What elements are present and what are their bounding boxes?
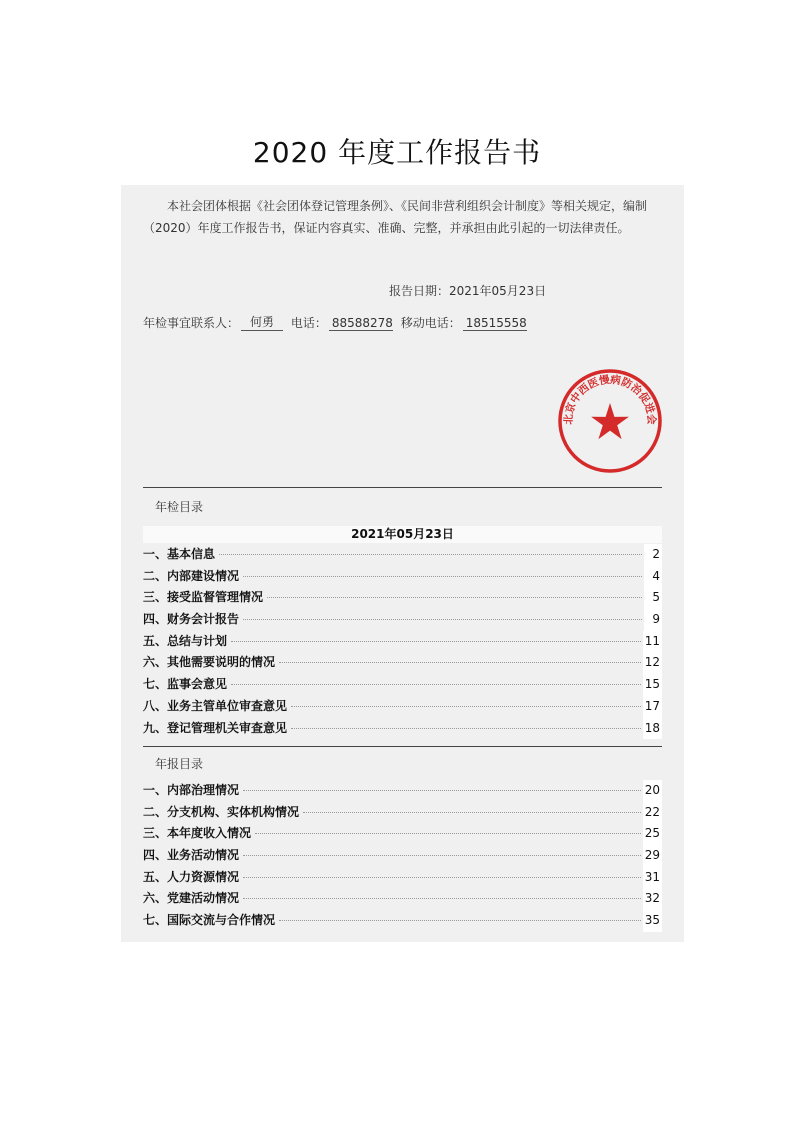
- toc-page-number: 25: [643, 823, 662, 845]
- toc-dot-leader: [243, 619, 642, 620]
- toc-page-number: 2: [644, 544, 662, 566]
- toc-entry-label: 六、其他需要说明的情况: [143, 652, 277, 674]
- organization-seal: [557, 368, 663, 474]
- mobile-field: 18515558: [463, 316, 527, 331]
- toc-entry-label: 三、接受监督管理情况: [143, 587, 265, 609]
- toc-dot-leader: [219, 554, 642, 555]
- toc-entry-label: 五、总结与计划: [143, 631, 229, 653]
- toc-entry-label: 八、业务主管单位审查意见: [143, 696, 289, 718]
- annual-check-date: 2021年05月23日: [143, 526, 662, 543]
- toc-row: [143, 823, 662, 845]
- phone-label: 电话：: [290, 316, 327, 330]
- toc-entry-label: 九、登记管理机关审查意见: [143, 718, 289, 740]
- toc-dot-leader: [279, 920, 641, 921]
- toc-entry-label: 六、党建活动情况: [143, 888, 241, 910]
- toc-row: [143, 566, 662, 588]
- toc-entry-label: 三、本年度收入情况: [143, 823, 253, 845]
- toc-page-number: 9: [644, 609, 662, 631]
- toc-entry-label: 五、人力资源情况: [143, 867, 241, 889]
- toc-dot-leader: [291, 728, 641, 729]
- toc-dot-leader: [291, 706, 641, 707]
- toc-row: [143, 696, 662, 718]
- contact-person-field: 何勇: [241, 313, 283, 331]
- toc-entry-label: 四、业务活动情况: [143, 845, 241, 867]
- annual-check-heading: 年检目录: [155, 500, 204, 514]
- contact-person-label: 年检事宜联系人：: [143, 316, 240, 330]
- toc-row: [143, 631, 662, 653]
- toc-page-number: 35: [643, 910, 662, 932]
- toc-page-number: 32: [643, 888, 662, 910]
- toc-dot-leader: [243, 576, 642, 577]
- toc-page-number: 5: [644, 587, 662, 609]
- toc-dot-leader: [231, 684, 641, 685]
- seal-text: 北京中西医慢病防治促进会: [562, 373, 658, 425]
- page-title: 2020 年度工作报告书: [252, 135, 542, 169]
- toc-page-number: 22: [643, 802, 662, 824]
- toc-page-number: 15: [643, 674, 662, 696]
- toc-entry-label: 一、内部治理情况: [143, 780, 241, 802]
- toc-entry-label: 七、国际交流与合作情况: [143, 910, 277, 932]
- toc-dot-leader: [243, 898, 641, 899]
- toc-dot-leader: [243, 790, 641, 791]
- phone-field: 88588278: [329, 316, 393, 331]
- toc-row: [143, 802, 662, 824]
- contact-line: [143, 313, 531, 331]
- toc-row: [143, 780, 662, 802]
- toc-entry-label: 四、财务会计报告: [143, 609, 241, 631]
- mobile-label: 移动电话：: [400, 316, 461, 330]
- toc-entry-label: 二、分支机构、实体机构情况: [143, 802, 301, 824]
- toc-row: [143, 845, 662, 867]
- toc-page-number: 11: [643, 631, 662, 653]
- toc-dot-leader: [303, 812, 641, 813]
- toc-row: [143, 910, 662, 932]
- toc-entry-label: 一、基本信息: [143, 544, 217, 566]
- toc-page-number: 4: [644, 566, 662, 588]
- toc-row: [143, 587, 662, 609]
- toc-row: [143, 718, 662, 740]
- toc-dot-leader: [231, 641, 641, 642]
- responsibility-statement: 本社会团体根据《社会团体登记管理条例》、《民间非营利组织会计制度》等相关规定，编制（2020）年度工作报告书，保证内容真实、准确、完整，并承担由此引起的一切法律责任。: [143, 199, 648, 235]
- toc-dot-leader: [279, 662, 641, 663]
- toc-page-number: 18: [643, 718, 662, 740]
- toc-dot-leader: [243, 877, 641, 878]
- toc-row: [143, 888, 662, 910]
- toc-page-number: 20: [643, 780, 662, 802]
- toc-page-number: 17: [643, 696, 662, 718]
- toc-row: [143, 674, 662, 696]
- section-divider: [143, 746, 662, 747]
- annual-check-toc: [143, 544, 662, 739]
- toc-row: [143, 652, 662, 674]
- annual-report-heading: 年报目录: [155, 757, 204, 771]
- toc-entry-label: 二、内部建设情况: [143, 566, 241, 588]
- toc-row: [143, 609, 662, 631]
- annual-report-toc: [143, 780, 662, 932]
- toc-page-number: 12: [643, 652, 662, 674]
- report-date: 报告日期：2021年05月23日: [389, 284, 547, 298]
- section-divider: [143, 487, 662, 488]
- toc-row: [143, 544, 662, 566]
- toc-page-number: 31: [643, 867, 662, 889]
- toc-dot-leader: [267, 597, 642, 598]
- toc-dot-leader: [255, 833, 641, 834]
- toc-dot-leader: [243, 855, 641, 856]
- toc-row: [143, 867, 662, 889]
- toc-page-number: 29: [643, 845, 662, 867]
- seal-star-icon: [591, 403, 629, 439]
- report-panel: [121, 185, 684, 942]
- toc-entry-label: 七、监事会意见: [143, 674, 229, 696]
